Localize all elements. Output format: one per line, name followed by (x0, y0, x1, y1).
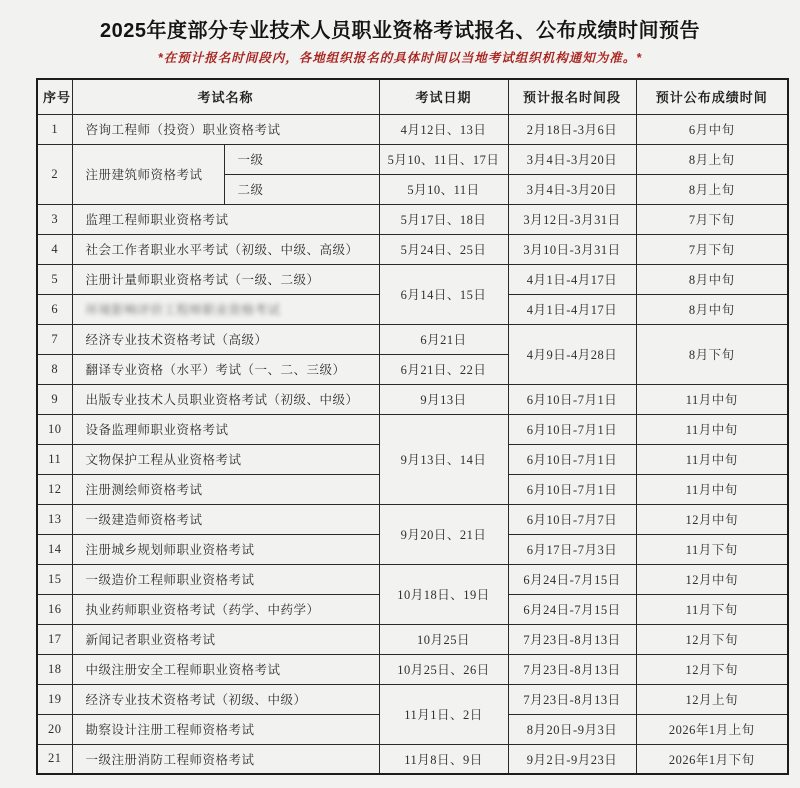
seq (37, 594, 72, 624)
registration-period (508, 114, 636, 144)
exam-name-text: 注册建筑师资格考试 (85, 168, 203, 182)
registration-period (508, 384, 636, 414)
seq-text: 5 (51, 271, 59, 286)
exam-date-text: 9月20日、21日 (400, 528, 487, 542)
result-time (636, 324, 788, 384)
table-row (37, 684, 788, 714)
exam-date (379, 564, 508, 624)
exam-name-text: 监理工程师职业资格考试 (85, 213, 229, 227)
seq (37, 204, 72, 234)
exam-name-text: 出版专业技术人员职业资格考试（初级、中级） (85, 393, 359, 407)
result-time-text: 11月下旬 (685, 543, 738, 557)
table-row (37, 324, 788, 354)
result-time-text: 6月中旬 (688, 123, 735, 137)
seq-text: 4 (51, 241, 59, 256)
table-row (37, 504, 788, 534)
registration-period-text: 3月12日-3月31日 (523, 213, 621, 227)
registration-period (508, 534, 636, 564)
exam-date (379, 114, 508, 144)
exam-name (72, 504, 379, 534)
registration-period (508, 144, 636, 174)
table-row (37, 264, 788, 294)
registration-period (508, 174, 636, 204)
exam-name-text: 勘察设计注册工程师资格考试 (85, 723, 255, 737)
seq (37, 264, 72, 294)
registration-period-text: 6月24日-7月15日 (523, 603, 621, 617)
exam-level (224, 174, 379, 204)
seq (37, 384, 72, 414)
exam-name-text: 文物保护工程从业资格考试 (85, 453, 242, 467)
table-row (37, 144, 788, 174)
result-time (636, 204, 788, 234)
registration-period-text: 6月10日-7月1日 (526, 453, 618, 467)
exam-date (379, 504, 508, 564)
result-time (636, 114, 788, 144)
registration-period-text: 7月23日-8月13日 (523, 663, 621, 677)
header-exam-date-text: 考试日期 (415, 90, 472, 106)
registration-period-text: 3月4日-3月20日 (526, 183, 618, 197)
result-time-text: 11月下旬 (685, 603, 738, 617)
exam-date-text: 10月18日、19日 (397, 588, 490, 602)
exam-date-text: 9月13日、14日 (400, 453, 487, 467)
result-time (636, 684, 788, 714)
table-row (37, 114, 788, 144)
registration-period-text: 6月17日-7月3日 (526, 543, 618, 557)
exam-date (379, 684, 508, 744)
header-result-time-text: 预计公布成绩时间 (655, 90, 768, 106)
page-title: 2025年度部分专业技术人员职业资格考试报名、公布成绩时间预告 (100, 20, 700, 42)
exam-date (379, 264, 508, 324)
registration-period (508, 594, 636, 624)
table-row (37, 624, 788, 654)
table-body (37, 114, 788, 774)
exam-name (72, 744, 379, 774)
header-result-time (636, 79, 788, 114)
exam-date-text: 6月21日 (420, 333, 467, 347)
seq (37, 354, 72, 384)
header-seq (37, 79, 72, 114)
exam-date-text: 5月24日、25日 (400, 243, 487, 257)
result-time-text: 8月上旬 (688, 183, 735, 197)
table-row (37, 234, 788, 264)
registration-period (508, 294, 636, 324)
result-time (636, 294, 788, 324)
exam-name (72, 444, 379, 474)
result-time-text: 12月中旬 (685, 573, 739, 587)
seq-text: 6 (51, 301, 59, 316)
seq (37, 654, 72, 684)
seq-text: 8 (51, 361, 59, 376)
result-time (636, 744, 788, 774)
seq (37, 504, 72, 534)
seq-text: 2 (51, 166, 59, 181)
exam-date (379, 414, 508, 504)
seq (37, 414, 72, 444)
header-exam-name (72, 79, 379, 114)
registration-period-text: 4月1日-4月17日 (526, 303, 618, 317)
exam-date (379, 384, 508, 414)
seq (37, 714, 72, 744)
exam-name-text: 注册城乡规划师职业资格考试 (85, 543, 255, 557)
result-time (636, 264, 788, 294)
result-time (636, 594, 788, 624)
result-time-text: 12月上旬 (685, 693, 739, 707)
exam-schedule-table (36, 78, 789, 775)
result-time-text: 8月中旬 (688, 273, 735, 287)
result-time (636, 414, 788, 444)
table-row (37, 654, 788, 684)
exam-date-text: 11月1日、2日 (404, 708, 483, 722)
exam-date (379, 174, 508, 204)
exam-date-text: 6月21日、22日 (400, 363, 487, 377)
exam-name (72, 534, 379, 564)
seq-text: 13 (48, 511, 62, 526)
registration-period-text: 2月18日-3月6日 (526, 123, 618, 137)
exam-name (72, 564, 379, 594)
header-registration-period-text: 预计报名时间段 (523, 90, 622, 106)
exam-name-text: 一级注册消防工程师资格考试 (85, 752, 255, 767)
registration-period-text: 7月23日-8月13日 (523, 633, 621, 647)
exam-name (72, 684, 379, 714)
seq-text: 12 (48, 481, 62, 496)
exam-level (224, 144, 379, 174)
result-time (636, 174, 788, 204)
exam-name-text: 环境影响评价工程师职业资格考试 (85, 303, 281, 317)
exam-date-text: 4月12日、13日 (400, 123, 487, 137)
exam-name-text: 注册测绘师资格考试 (85, 483, 203, 497)
exam-date (379, 234, 508, 264)
result-time-text: 11月中旬 (685, 423, 738, 437)
exam-name-text: 一级造价工程师职业资格考试 (85, 573, 255, 587)
seq-text: 7 (51, 331, 59, 346)
exam-name-text: 一级建造师资格考试 (85, 513, 203, 527)
exam-name (72, 294, 379, 324)
exam-date-text: 11月8日、9日 (404, 752, 483, 767)
exam-name (72, 324, 379, 354)
exam-date (379, 354, 508, 384)
exam-name-text: 执业药师职业资格考试（药学、中药学） (85, 603, 320, 617)
registration-period (508, 474, 636, 504)
exam-name-text: 社会工作者职业水平考试（初级、中级、高级） (85, 243, 359, 257)
result-time (636, 474, 788, 504)
registration-period-text: 4月9日-4月28日 (526, 348, 618, 362)
exam-name-text: 中级注册安全工程师职业资格考试 (85, 663, 281, 677)
registration-period (508, 504, 636, 534)
seq (37, 624, 72, 654)
exam-date (379, 144, 508, 174)
seq (37, 474, 72, 504)
seq-text: 14 (48, 541, 62, 556)
header-exam-date (379, 79, 508, 114)
seq (37, 744, 72, 774)
seq-text: 17 (48, 631, 62, 646)
exam-name (72, 594, 379, 624)
header-row (37, 79, 788, 114)
registration-period (508, 624, 636, 654)
result-time (636, 234, 788, 264)
exam-name-text: 翻译专业资格（水平）考试（一、二、三级） (85, 363, 346, 377)
page-subtitle: *在预计报名时间段内，各地组织报名的具体时间以当地考试组织机构通知为准。* (157, 51, 643, 65)
exam-date (379, 324, 508, 354)
seq (37, 144, 72, 204)
seq (37, 234, 72, 264)
seq-text: 10 (48, 421, 62, 436)
result-time-text: 7月下旬 (688, 243, 735, 257)
result-time (636, 714, 788, 744)
registration-period-text: 6月10日-7月7日 (526, 513, 618, 527)
result-time-text: 8月中旬 (688, 303, 735, 317)
exam-date-text: 5月17日、18日 (400, 213, 487, 227)
registration-period (508, 714, 636, 744)
seq (37, 294, 72, 324)
exam-date (379, 654, 508, 684)
exam-name (72, 354, 379, 384)
registration-period-text: 7月23日-8月13日 (523, 693, 621, 707)
exam-date (379, 204, 508, 234)
result-time (636, 564, 788, 594)
seq (37, 114, 72, 144)
exam-name (72, 474, 379, 504)
exam-name (72, 384, 379, 414)
exam-date-text: 5月10、11日 (407, 183, 480, 197)
exam-level-text: 一级 (237, 153, 264, 167)
exam-date-text: 10月25日、26日 (397, 663, 490, 677)
exam-date-text: 5月10、11日、17日 (387, 153, 500, 167)
exam-name (72, 114, 379, 144)
exam-name-text: 经济专业技术资格考试（高级） (85, 333, 268, 347)
exam-date (379, 624, 508, 654)
registration-period-text: 9月2日-9月23日 (526, 752, 618, 767)
registration-period (508, 444, 636, 474)
result-time-text: 12月下旬 (685, 663, 739, 677)
exam-name (72, 264, 379, 294)
result-time (636, 654, 788, 684)
result-time (636, 384, 788, 414)
registration-period-text: 6月10日-7月1日 (526, 423, 618, 437)
table-row (37, 744, 788, 774)
table-row (37, 414, 788, 444)
seq (37, 564, 72, 594)
seq-text: 9 (51, 391, 59, 406)
table-row (37, 384, 788, 414)
seq-text: 1 (51, 121, 59, 136)
seq-text: 11 (48, 451, 62, 466)
exam-name (72, 624, 379, 654)
registration-period (508, 684, 636, 714)
table-row (37, 204, 788, 234)
exam-name-text: 咨询工程师（投资）职业资格考试 (85, 123, 281, 137)
result-time-text: 8月下旬 (688, 348, 735, 362)
header-exam-name-text: 考试名称 (197, 90, 254, 106)
table-header (37, 79, 788, 114)
result-time (636, 444, 788, 474)
result-time-text: 12月下旬 (685, 633, 739, 647)
seq-text: 21 (48, 751, 62, 766)
result-time-text: 2026年1月上旬 (668, 723, 755, 737)
exam-name (72, 414, 379, 444)
registration-period (508, 324, 636, 384)
seq (37, 444, 72, 474)
result-time-text: 7月下旬 (688, 213, 735, 227)
registration-period (508, 564, 636, 594)
registration-period-text: 6月10日-7月1日 (526, 393, 618, 407)
exam-name (72, 144, 224, 204)
registration-period (508, 234, 636, 264)
exam-name (72, 714, 379, 744)
seq (37, 324, 72, 354)
seq-text: 19 (48, 691, 62, 706)
result-time (636, 534, 788, 564)
seq-text: 3 (51, 211, 59, 226)
registration-period-text: 6月24日-7月15日 (523, 573, 621, 587)
exam-name (72, 234, 379, 264)
registration-period (508, 204, 636, 234)
result-time-text: 12月中旬 (685, 513, 739, 527)
header-seq-text: 序号 (43, 90, 72, 106)
registration-period-text: 3月10日-3月31日 (523, 243, 621, 257)
exam-date-text: 10月25日 (417, 633, 471, 647)
seq (37, 684, 72, 714)
exam-date-text: 9月13日 (420, 393, 467, 407)
seq-text: 15 (48, 571, 62, 586)
table-row (37, 564, 788, 594)
seq (37, 534, 72, 564)
exam-date (379, 744, 508, 774)
result-time-text: 11月中旬 (685, 483, 738, 497)
exam-name (72, 204, 379, 234)
registration-period (508, 744, 636, 774)
result-time-text: 11月中旬 (685, 393, 738, 407)
exam-name (72, 654, 379, 684)
header-registration-period (508, 79, 636, 114)
registration-period (508, 264, 636, 294)
exam-name-text: 注册计量师职业资格考试（一级、二级） (85, 273, 320, 287)
exam-name-text: 设备监理师职业资格考试 (85, 423, 229, 437)
exam-date-text: 6月14日、15日 (400, 288, 487, 302)
result-time-text: 11月中旬 (685, 453, 738, 467)
exam-name-text: 新闻记者职业资格考试 (85, 633, 216, 647)
registration-period-text: 6月10日-7月1日 (526, 483, 618, 497)
seq-text: 20 (48, 721, 62, 736)
result-time (636, 504, 788, 534)
registration-period (508, 414, 636, 444)
result-time (636, 624, 788, 654)
registration-period (508, 654, 636, 684)
seq-text: 16 (48, 601, 62, 616)
result-time (636, 144, 788, 174)
result-time-text: 8月上旬 (688, 153, 735, 167)
result-time-text: 2026年1月下旬 (668, 752, 755, 767)
exam-level-text: 二级 (237, 183, 264, 197)
registration-period-text: 3月4日-3月20日 (526, 153, 618, 167)
registration-period-text: 4月1日-4月17日 (526, 273, 618, 287)
exam-name-text: 经济专业技术资格考试（初级、中级） (85, 693, 307, 707)
registration-period-text: 8月20日-9月3日 (526, 723, 618, 737)
seq-text: 18 (48, 661, 62, 676)
